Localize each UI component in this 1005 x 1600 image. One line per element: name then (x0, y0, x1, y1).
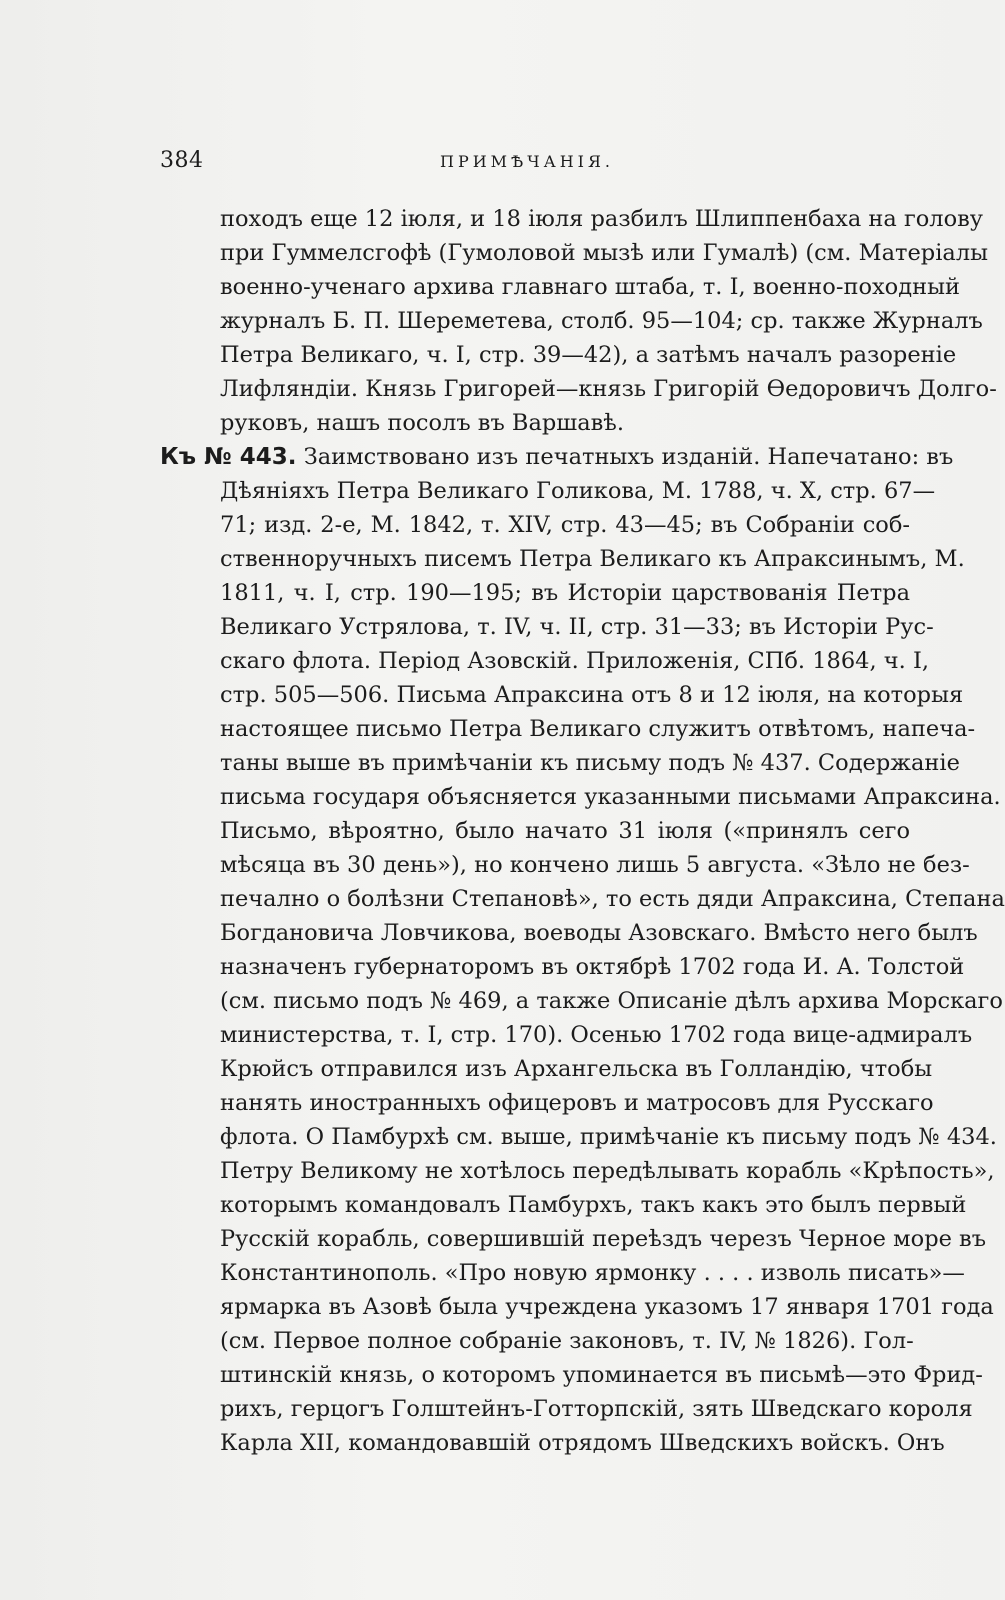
text-line: ярмарка въ Азовѣ была учреждена указомъ 17 января 1701 года (220, 1294, 994, 1320)
text-line: Русскій корабль, совершившій переѣздъ черезъ Черное море въ (220, 1226, 987, 1252)
text-line: Карла XII, командовавшій отрядомъ Шведскихъ войскъ. Онъ (220, 1430, 945, 1456)
text-line: при Гуммелсгофѣ (Гумоловой мызѣ или Гумалѣ) (см. Матеріалы (220, 240, 989, 266)
text-line: рихъ, герцогъ Голштейнъ-Готторпскій, зять Шведскаго короля (220, 1396, 973, 1422)
body-text (160, 202, 1005, 1460)
text-line: руковъ, нашъ посолъ въ Варшавѣ. (220, 410, 624, 436)
text-line: Богдановича Ловчикова, воеводы Азовскаго. Вмѣсто него былъ (220, 920, 978, 946)
text-line: печално о болѣзни Степановѣ», то есть дяди Апраксина, Степана (220, 886, 1005, 912)
text-line: мѣсяца въ 30 день»), но кончено лишь 5 августа. «Зѣло не без- (220, 852, 970, 878)
running-head: ПРИМѢЧАНІЯ. (440, 152, 615, 171)
text-line: стр. 505—506. Письма Апраксина отъ 8 и 12 іюля, на которыя (220, 682, 964, 708)
text-line: 1811, ч. I, стр. 190—195; въ Исторіи царствованія Петра (220, 580, 910, 606)
page-number: 384 (160, 148, 204, 173)
text-line: Великаго Устрялова, т. IV, ч. II, стр. 31—33; въ Исторіи Рус- (220, 614, 934, 640)
note-first-line: Заимствовано изъ печатныхъ изданій. Напечатано: въ (303, 444, 954, 470)
text-line: скаго флота. Період Азовскій. Приложенія, СПб. 1864, ч. I, (220, 648, 929, 674)
text-line: (см. Первое полное собраніе законовъ, т. IV, № 1826). Гол- (220, 1328, 914, 1354)
text-line: Крюйсъ отправился изъ Архангельска въ Голландію, чтобы (220, 1056, 933, 1082)
text-line: флота. О Памбурхѣ см. выше, примѣчаніе къ письму подъ № 434. (220, 1124, 997, 1150)
text-line: нанять иностранныхъ офицеровъ и матросовъ для Русскаго (220, 1090, 934, 1116)
text-line: которымъ командовалъ Памбурхъ, такъ какъ это былъ первый (220, 1192, 967, 1218)
note-label: Къ № 443. (160, 444, 297, 470)
text-line: Петру Великому не хотѣлось передѣлывать корабль «Крѣпость», (220, 1158, 995, 1184)
text-line: (см. письмо подъ № 469, а также Описаніе дѣлъ архива Морскаго (220, 988, 1003, 1014)
text-line: 71; изд. 2-е, М. 1842, т. XIV, стр. 43—45; въ Собраніи соб- (220, 512, 910, 538)
text-line: ственноручныхъ писемъ Петра Великаго къ Апраксинымъ, М. (220, 546, 965, 572)
text-line: Лифляндіи. Князь Григорей—князь Григорій Ѳедоровичъ Долго- (220, 376, 997, 402)
text-line: назначенъ губернаторомъ въ октябрѣ 1702 года И. А. Толстой (220, 954, 965, 980)
text-line: настоящее письмо Петра Великаго служитъ отвѣтомъ, напеча- (220, 716, 976, 742)
text-line: журналъ Б. П. Шереметева, столб. 95—104; ср. также Журналъ (220, 308, 983, 334)
text-line: Письмо, вѣроятно, было начато 31 іюля («принялъ сего (220, 818, 910, 844)
text-line: военно-ученаго архива главнаго штаба, т. I, военно-походный (220, 274, 960, 300)
note-heading-line (160, 440, 954, 474)
text-line: штинскій князь, о которомъ упоминается въ письмѣ—это Фрид- (220, 1362, 983, 1388)
text-line: походъ еще 12 іюля, и 18 іюля разбилъ Шлиппенбаха на голову (220, 206, 984, 232)
text-line: Дѣяніяхъ Петра Великаго Голикова, М. 1788, ч. X, стр. 67— (220, 478, 936, 504)
text-line: министерства, т. I, стр. 170). Осенью 1702 года вице-адмиралъ (220, 1022, 973, 1048)
text-line: письма государя объясняется указанными письмами Апраксина. (220, 784, 1001, 810)
text-line: таны выше въ примѣчаніи къ письму подъ № 437. Содержаніе (220, 750, 960, 776)
text-line: Константинополь. «Про новую ярмонку . . . . изволь писать»— (220, 1260, 965, 1286)
text-line: Петра Великаго, ч. I, стр. 39—42), а затѣмъ началъ разореніе (220, 342, 957, 368)
